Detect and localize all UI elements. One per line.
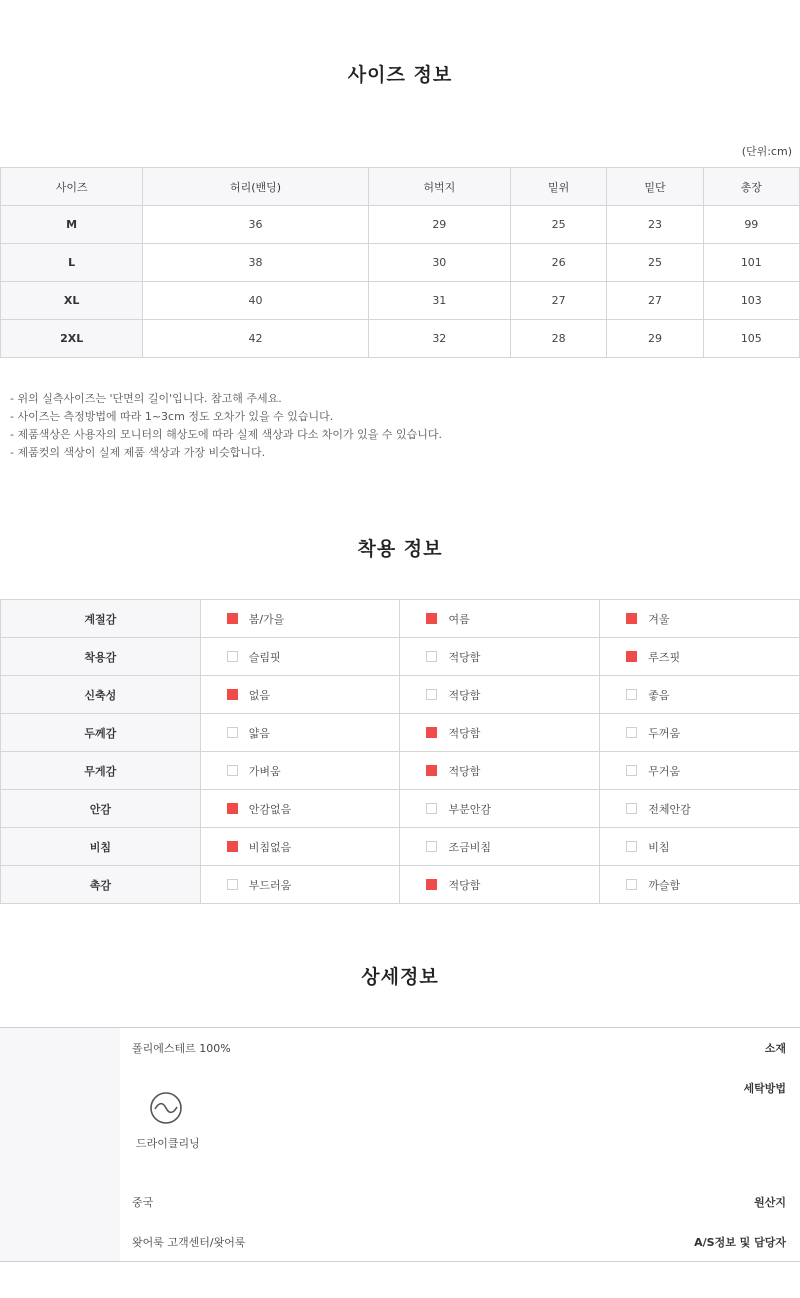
wear-option-label: 까슬함 <box>648 878 681 892</box>
checked-box-icon <box>426 879 437 890</box>
size-section-title: 사이즈 정보 <box>347 64 453 86</box>
wear-option-label: 조금비침 <box>448 840 491 854</box>
unchecked-box-icon <box>426 841 437 852</box>
wear-option <box>600 638 800 676</box>
wear-table <box>0 599 800 904</box>
unchecked-box-icon <box>227 765 238 776</box>
size-value-cell: 26 <box>510 244 606 282</box>
wear-option <box>400 790 600 828</box>
size-header-cell: 밑단 <box>607 168 703 206</box>
size-notes <box>10 390 442 462</box>
checked-box-icon <box>227 689 238 700</box>
size-name-cell: M <box>1 206 143 244</box>
washing-label: 세탁방법 <box>743 1082 786 1095</box>
table-row <box>1 714 800 752</box>
wear-option <box>400 866 600 904</box>
wear-option-label: 좋음 <box>648 688 670 702</box>
unchecked-box-icon <box>426 803 437 814</box>
unchecked-box-icon <box>626 727 637 738</box>
wear-option <box>600 828 800 866</box>
wear-option <box>200 714 400 752</box>
size-header-cell: 허리(밴딩) <box>143 168 368 206</box>
wear-option-label: 가벼움 <box>248 764 281 778</box>
wear-option <box>600 752 800 790</box>
unchecked-box-icon <box>227 879 238 890</box>
size-header-cell: 밑위 <box>510 168 606 206</box>
table-row <box>1 282 800 320</box>
checked-box-icon <box>426 613 437 624</box>
wear-option <box>400 638 600 676</box>
wear-option <box>400 714 600 752</box>
wear-option-label: 두꺼움 <box>648 726 681 740</box>
wear-option-label: 적당함 <box>448 726 481 740</box>
size-value-cell: 29 <box>368 206 510 244</box>
wear-attribute-label: 비침 <box>1 828 201 866</box>
wear-attribute-label: 계절감 <box>1 600 201 638</box>
wear-attribute-label: 무게감 <box>1 752 201 790</box>
table-row <box>1 676 800 714</box>
material-value: 폴리에스테르 100% <box>132 1042 231 1055</box>
unchecked-box-icon <box>426 651 437 662</box>
origin-value: 중국 <box>132 1196 154 1209</box>
wear-option-label: 부드러움 <box>248 878 292 892</box>
wear-attribute-label: 안감 <box>1 790 201 828</box>
washing-value: 드라이클리닝 <box>136 1137 200 1150</box>
wear-option <box>400 828 600 866</box>
as-info-label: A/S정보 및 담당자 <box>694 1236 786 1249</box>
checked-box-icon <box>227 613 238 624</box>
size-header-cell: 허벅지 <box>368 168 510 206</box>
unchecked-box-icon <box>626 841 637 852</box>
size-value-cell: 32 <box>368 320 510 358</box>
wear-attribute-label: 착용감 <box>1 638 201 676</box>
size-value-cell: 31 <box>368 282 510 320</box>
wear-option <box>200 752 400 790</box>
wear-option <box>200 828 400 866</box>
wear-option <box>600 714 800 752</box>
wear-option <box>400 676 600 714</box>
wear-option-label: 얇음 <box>248 726 270 740</box>
wear-option-label: 적당함 <box>448 878 481 892</box>
material-label: 소재 <box>764 1042 786 1055</box>
wear-option <box>400 600 600 638</box>
size-value-cell: 28 <box>510 320 606 358</box>
wear-option <box>600 790 800 828</box>
size-header-cell: 사이즈 <box>1 168 143 206</box>
wear-section-title: 착용 정보 <box>357 538 443 560</box>
size-value-cell: 40 <box>143 282 368 320</box>
wear-option <box>600 866 800 904</box>
size-name-cell: XL <box>1 282 143 320</box>
size-value-cell: 29 <box>607 320 703 358</box>
wear-option <box>200 676 400 714</box>
unchecked-box-icon <box>626 803 637 814</box>
wear-option <box>600 600 800 638</box>
wear-option-label: 부분안감 <box>448 802 491 816</box>
size-value-cell: 105 <box>703 320 799 358</box>
size-value-cell: 30 <box>368 244 510 282</box>
wear-attribute-label: 신축성 <box>1 676 201 714</box>
unchecked-box-icon <box>626 689 637 700</box>
origin-label: 원산지 <box>754 1196 786 1209</box>
wear-attribute-label: 촉감 <box>1 866 201 904</box>
wear-option <box>200 600 400 638</box>
size-value-cell: 27 <box>607 282 703 320</box>
checked-box-icon <box>227 803 238 814</box>
wear-option <box>400 752 600 790</box>
wear-option <box>200 638 400 676</box>
table-row <box>1 206 800 244</box>
unchecked-box-icon <box>227 651 238 662</box>
detail-info-box <box>0 1027 800 1262</box>
size-value-cell: 25 <box>607 244 703 282</box>
unchecked-box-icon <box>227 727 238 738</box>
table-row <box>1 752 800 790</box>
unchecked-box-icon <box>626 879 637 890</box>
detail-label-column <box>0 1028 120 1261</box>
wear-attribute-label: 두께감 <box>1 714 201 752</box>
size-value-cell: 103 <box>703 282 799 320</box>
size-table <box>0 167 800 358</box>
wear-option-label: 슬림핏 <box>248 650 281 664</box>
note-line: - 사이즈는 측정방법에 따라 1~3cm 정도 오차가 있을 수 있습니다. <box>10 410 334 423</box>
checked-box-icon <box>426 727 437 738</box>
size-table-header-row <box>1 168 800 206</box>
size-name-cell: L <box>1 244 143 282</box>
table-row <box>1 866 800 904</box>
table-row <box>1 828 800 866</box>
checked-box-icon <box>626 651 637 662</box>
size-value-cell: 36 <box>143 206 368 244</box>
size-name-cell: 2XL <box>1 320 143 358</box>
wear-option-label: 여름 <box>448 612 470 626</box>
size-value-cell: 101 <box>703 244 799 282</box>
size-value-cell: 27 <box>510 282 606 320</box>
wear-option-label: 없음 <box>248 688 270 702</box>
table-row <box>1 790 800 828</box>
table-row <box>1 600 800 638</box>
wear-option <box>200 866 400 904</box>
size-header-cell: 총장 <box>703 168 799 206</box>
unchecked-box-icon <box>626 765 637 776</box>
wear-option <box>600 676 800 714</box>
wear-option-label: 비침 <box>648 840 670 854</box>
wear-option-label: 적당함 <box>448 650 481 664</box>
as-info-value: 왓어룩 고객센터/왓어룩 <box>132 1236 246 1249</box>
wear-option-label: 비침없음 <box>248 840 292 854</box>
note-line: - 위의 실측사이즈는 '단면의 길이'입니다. 참고해 주세요. <box>10 392 282 405</box>
note-line: - 제품컷의 색상이 실제 제품 색상과 가장 비슷합니다. <box>10 446 266 459</box>
table-row <box>1 244 800 282</box>
unchecked-box-icon <box>426 689 437 700</box>
note-line: - 제품색상은 사용자의 모니터의 해상도에 따라 실제 색상과 다소 차이가 있을 수 있습니다. <box>10 428 442 441</box>
wear-option-label: 적당함 <box>448 764 481 778</box>
detail-section-title: 상세정보 <box>361 966 439 988</box>
size-value-cell: 25 <box>510 206 606 244</box>
checked-box-icon <box>426 765 437 776</box>
wear-option-label: 전체안감 <box>648 802 691 816</box>
table-row <box>1 320 800 358</box>
table-row <box>1 638 800 676</box>
checked-box-icon <box>227 841 238 852</box>
checked-box-icon <box>626 613 637 624</box>
wear-option <box>200 790 400 828</box>
size-value-cell: 23 <box>607 206 703 244</box>
size-value-cell: 42 <box>143 320 368 358</box>
wear-option-label: 루즈핏 <box>648 650 681 664</box>
dry-clean-icon <box>149 1091 183 1125</box>
wear-option-label: 무거움 <box>648 764 681 778</box>
wear-option-label: 겨울 <box>648 612 670 626</box>
size-value-cell: 99 <box>703 206 799 244</box>
unit-label: (단위:cm) <box>741 145 792 158</box>
wear-option-label: 안감없음 <box>248 802 292 816</box>
wear-option-label: 봄/가을 <box>248 612 285 626</box>
size-value-cell: 38 <box>143 244 368 282</box>
wear-option-label: 적당함 <box>448 688 481 702</box>
